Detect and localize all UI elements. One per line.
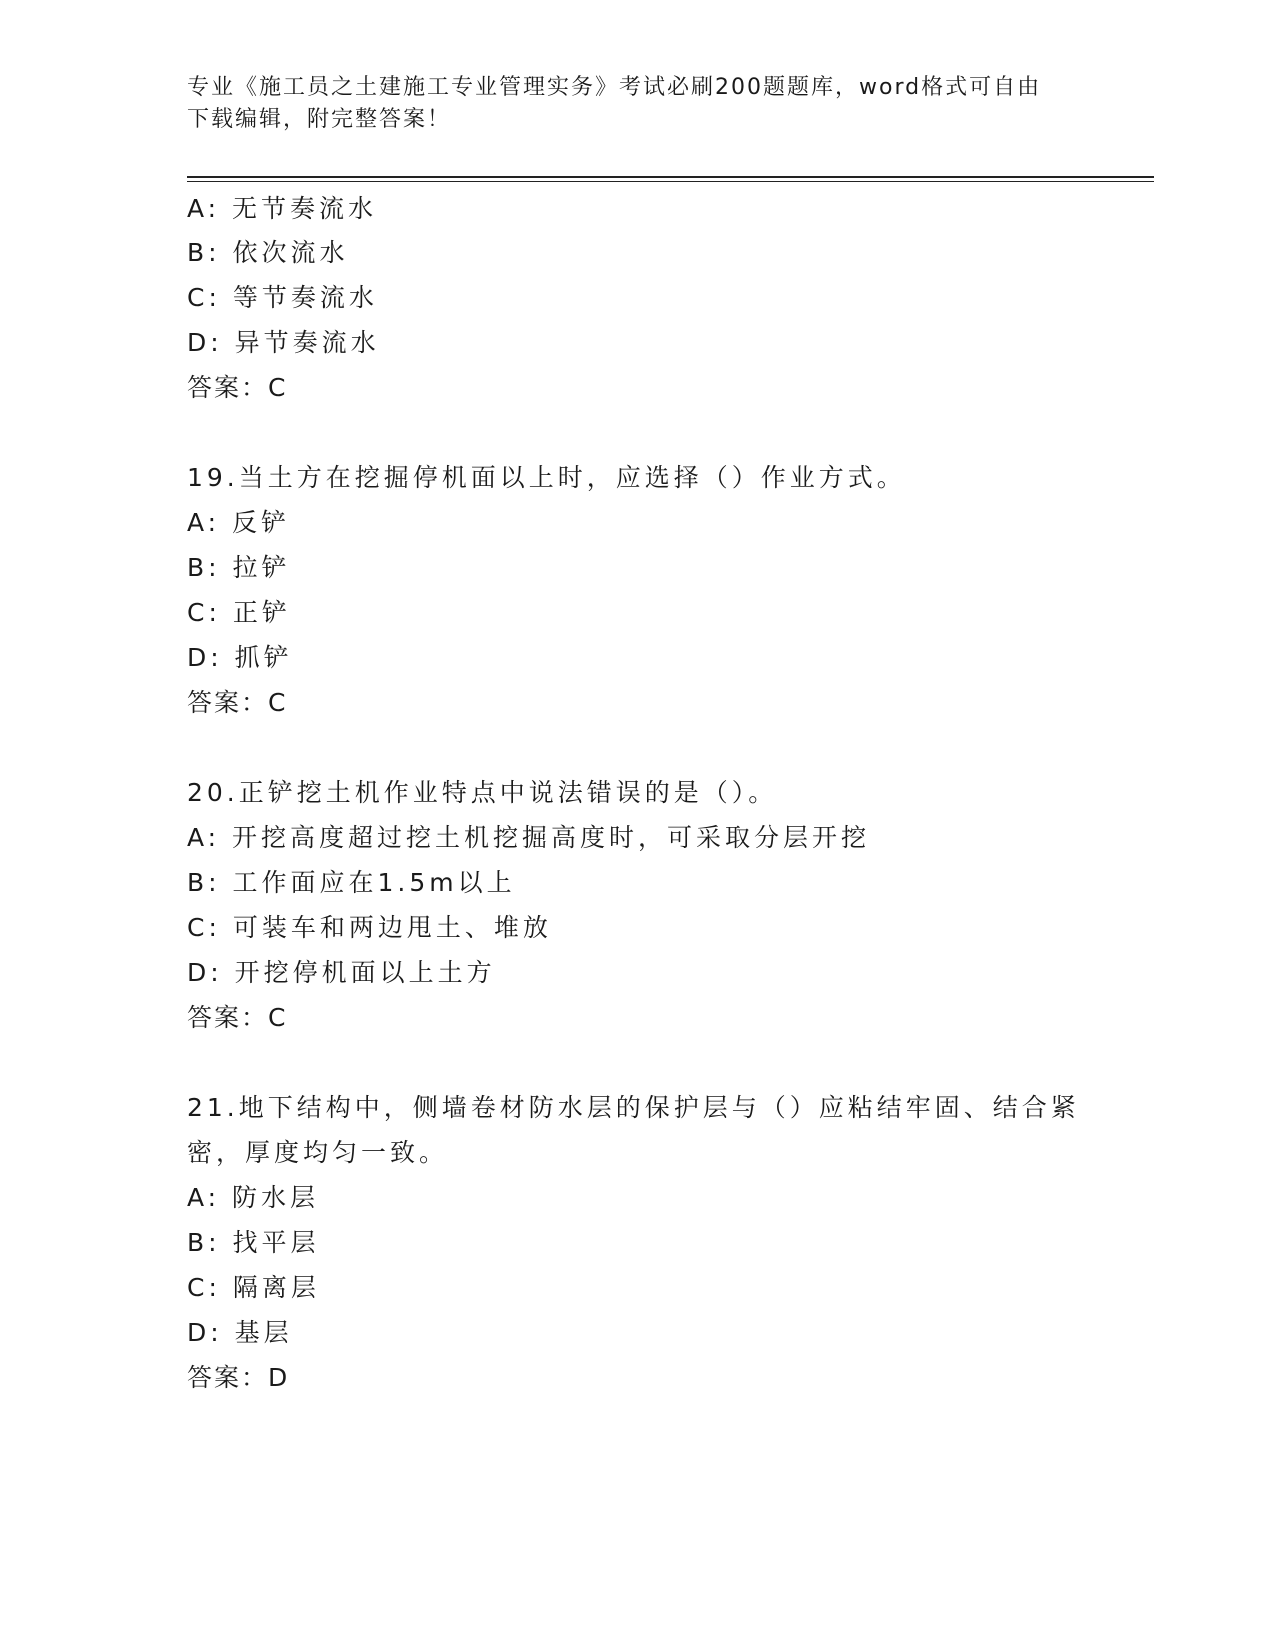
q20-option-c: C: 可装车和两边甩土、堆放: [187, 913, 552, 942]
q18-option-d: D: 异节奏流水: [187, 328, 380, 357]
q19-option-d: D: 抓铲: [187, 643, 293, 672]
q18-option-b: B: 依次流水: [187, 238, 349, 267]
q20-stem: 20.正铲挖土机作业特点中说法错误的是（）。: [187, 778, 778, 807]
q21-stem-line-1: 21.地下结构中，侧墙卷材防水层的保护层与（）应粘结牢固、结合紧: [187, 1093, 1080, 1122]
q19-option-c: C: 正铲: [187, 598, 291, 627]
header-divider-thin: [187, 181, 1154, 182]
q19-stem: 19.当土方在挖掘停机面以上时，应选择（）作业方式。: [187, 463, 906, 492]
q21-stem-line-2: 密，厚度均匀一致。: [187, 1138, 449, 1167]
q21-option-a: A: 防水层: [187, 1183, 320, 1212]
q18-option-c: C: 等节奏流水: [187, 283, 378, 312]
document-header: [187, 72, 1087, 136]
q21-option-b: B: 找平层: [187, 1228, 320, 1257]
q21-option-d: D: 基层: [187, 1318, 293, 1347]
header-line-1: 专业《施工员之土建施工专业管理实务》考试必刷200题题库，word格式可自由: [187, 75, 1042, 100]
q18-option-a: A: 无节奏流水: [187, 194, 378, 223]
header-divider-thick: [187, 176, 1154, 178]
q19-option-b: B: 拉铲: [187, 553, 291, 582]
q21-answer: 答案：D: [187, 1363, 290, 1392]
q20-option-b: B: 工作面应在1.5m以上: [187, 868, 516, 897]
q20-option-a: A: 开挖高度超过挖土机挖掘高度时，可采取分层开挖: [187, 823, 871, 852]
q19-option-a: A: 反铲: [187, 508, 291, 537]
header-line-2: 下载编辑，附完整答案！: [187, 107, 452, 132]
q18-answer: 答案：C: [187, 373, 288, 402]
q20-answer: 答案：C: [187, 1003, 288, 1032]
q21-option-c: C: 隔离层: [187, 1273, 320, 1302]
q20-option-d: D: 开挖停机面以上土方: [187, 958, 496, 987]
q19-answer: 答案：C: [187, 688, 288, 717]
